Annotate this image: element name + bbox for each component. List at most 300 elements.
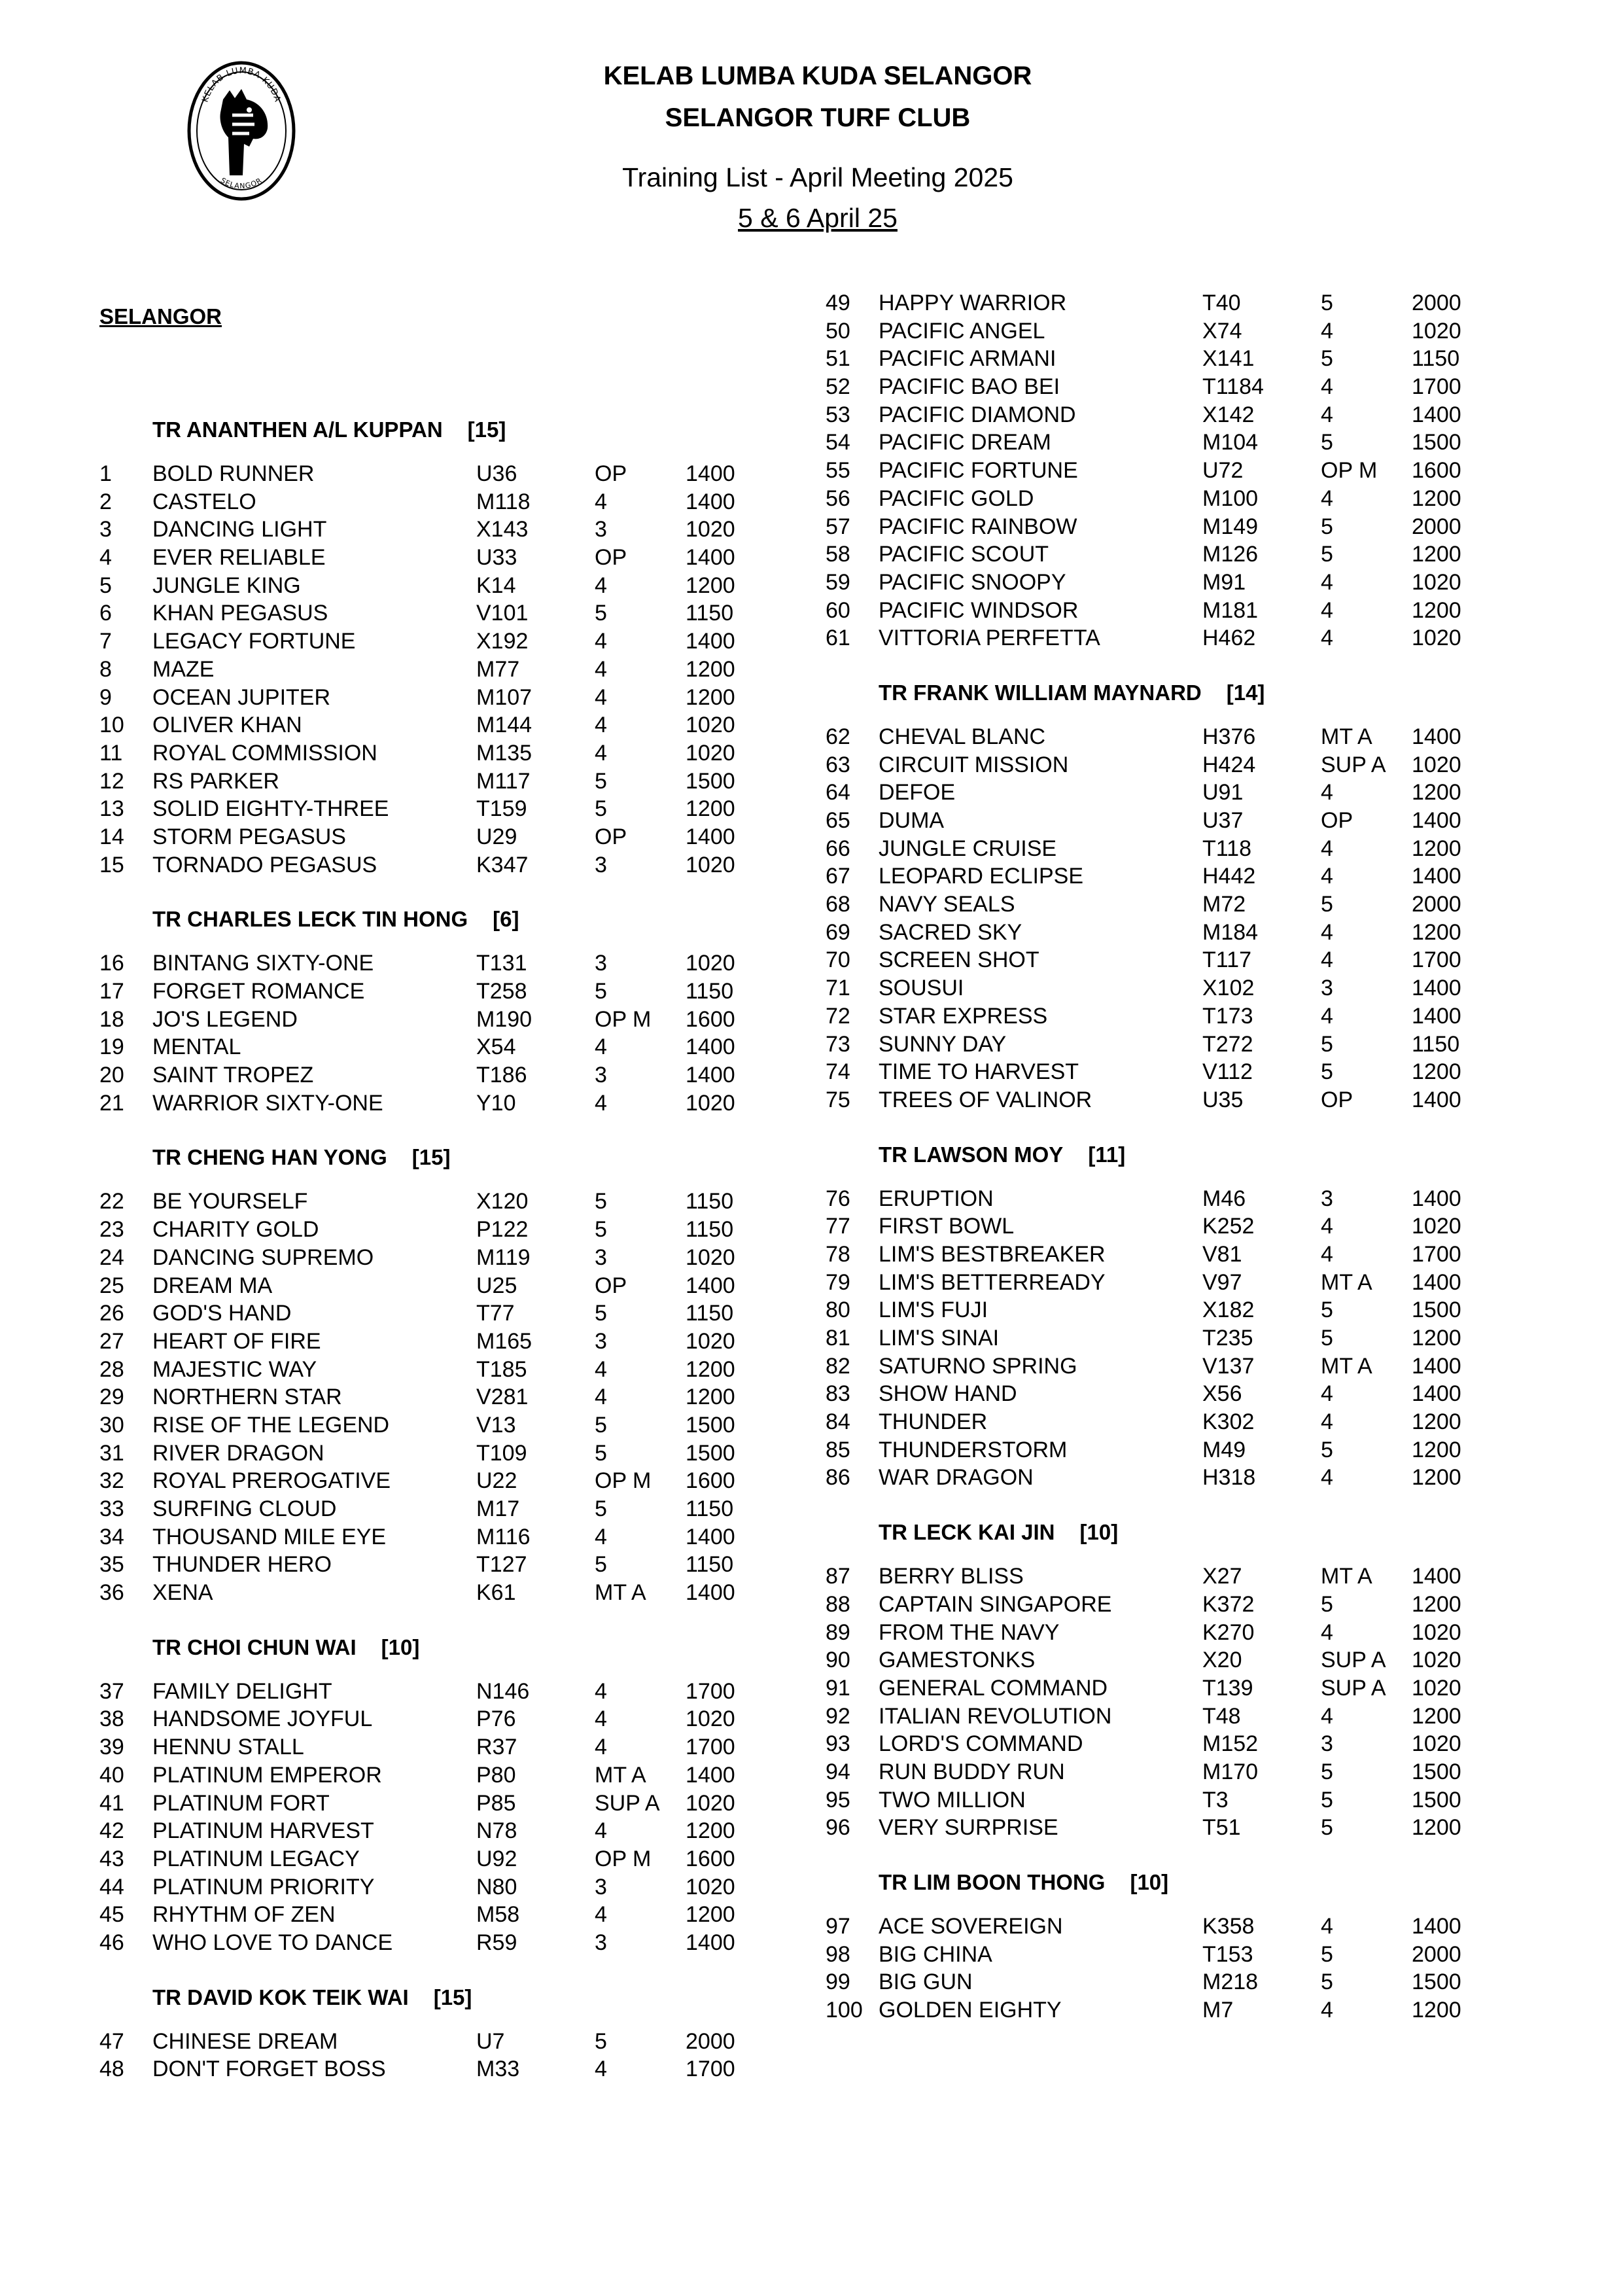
horse-number: 46: [99, 1930, 124, 1955]
horse-number: 35: [99, 1552, 124, 1578]
section-gap: [99, 879, 758, 905]
horse-distance: 1400: [686, 461, 735, 486]
horse-code: M170: [1202, 1759, 1259, 1784]
horse-number: 84: [826, 1409, 850, 1435]
horse-name: BIG GUN: [879, 1969, 973, 1995]
horse-name: EVER RELIABLE: [152, 545, 326, 571]
horse-row: [826, 862, 1484, 891]
horse-class: 4: [595, 713, 607, 738]
horse-number: 43: [99, 1846, 124, 1871]
horse-code: N80: [476, 1874, 517, 1899]
horse-code: X20: [1202, 1648, 1242, 1673]
horse-class: SUP A: [595, 1790, 660, 1816]
horse-name: DON'T FORGET BOSS: [152, 2057, 386, 2082]
trainer-horse-count: [11]: [1088, 1142, 1126, 1167]
horse-distance: 1020: [1412, 1648, 1461, 1673]
horse-row: [826, 723, 1484, 751]
horse-distance: 1200: [686, 1385, 735, 1410]
horse-name: LEGACY FORTUNE: [152, 629, 356, 654]
horse-name: KHAN PEGASUS: [152, 601, 328, 626]
horse-row: [826, 1591, 1484, 1619]
section-gap: [99, 1957, 758, 1983]
horse-name: RUN BUDDY RUN: [879, 1759, 1065, 1784]
horse-class: 4: [595, 629, 607, 654]
horse-distance: 1020: [1412, 1619, 1461, 1645]
horse-row: [99, 656, 758, 684]
horse-name: BERRY BLISS: [879, 1564, 1024, 1589]
horse-number: 52: [826, 374, 850, 400]
trainer-heading: [826, 679, 1484, 707]
horse-row: [826, 1031, 1484, 1059]
horse-class: OP: [595, 1273, 627, 1298]
horse-distance: 1400: [1412, 808, 1461, 833]
horse-distance: 1200: [686, 656, 735, 682]
horse-name: PACIFIC FORTUNE: [879, 458, 1078, 484]
horse-code: K270: [1202, 1619, 1255, 1645]
horse-number: 48: [99, 2057, 124, 2082]
org-name-english: SELANGOR TURF CLUB: [665, 103, 971, 132]
horse-name: FROM THE NAVY: [879, 1619, 1060, 1645]
horse-distance: 1020: [686, 852, 735, 877]
horse-code: H318: [1202, 1465, 1256, 1491]
horse-distance: 1600: [686, 1006, 735, 1032]
horse-code: N78: [476, 1818, 517, 1844]
horse-class: 4: [1321, 1003, 1333, 1029]
horse-code: U37: [1202, 808, 1244, 833]
horse-class: 3: [595, 1328, 607, 1354]
horse-row: [826, 1996, 1484, 2024]
horse-class: OP: [1321, 1087, 1353, 1112]
horse-row: [99, 1216, 758, 1244]
horse-distance: 1200: [1412, 780, 1461, 805]
horse-distance: 1020: [686, 713, 735, 738]
horse-number: 85: [826, 1437, 850, 1462]
horse-row: [99, 516, 758, 544]
horse-distance: 1400: [686, 489, 735, 514]
horse-class: OP M: [595, 1846, 652, 1871]
trainer-horse-count: [15]: [411, 1145, 451, 1170]
horse-code: M46: [1202, 1186, 1246, 1211]
horse-class: 3: [595, 852, 607, 877]
horse-code: T159: [476, 796, 527, 822]
horse-row: [99, 1383, 758, 1411]
horse-code: K358: [1202, 1914, 1255, 1939]
horse-number: 14: [99, 824, 124, 849]
section-gap: [826, 707, 1484, 723]
horse-row: [826, 624, 1484, 652]
section-gap: [826, 1114, 1484, 1140]
horse-row: [99, 1439, 758, 1468]
trainer-name: TR CHENG HAN YONG: [152, 1145, 387, 1170]
horse-code: M116: [476, 1524, 531, 1549]
horse-name: OLIVER KHAN: [152, 713, 302, 738]
horse-name: LEOPARD ECLIPSE: [879, 864, 1084, 889]
horse-distance: 1400: [686, 1034, 735, 1060]
horse-distance: 1400: [686, 1580, 735, 1606]
horse-number: 79: [826, 1269, 850, 1295]
horse-code: M135: [476, 740, 532, 766]
horse-row: [826, 1968, 1484, 1996]
horse-distance: 1200: [1412, 1326, 1461, 1351]
horse-number: 75: [826, 1087, 850, 1112]
horse-name: JUNGLE CRUISE: [879, 836, 1057, 861]
horse-class: 4: [1321, 1619, 1333, 1645]
trainer-horse-count: [15]: [433, 1985, 472, 2009]
horse-class: 4: [595, 684, 607, 710]
horse-distance: 1400: [1412, 1381, 1461, 1407]
horse-code: U33: [476, 545, 517, 571]
horse-number: 64: [826, 780, 850, 805]
horse-row: [99, 684, 758, 712]
horse-distance: 1020: [1412, 1675, 1461, 1701]
horse-code: X102: [1202, 976, 1255, 1001]
horse-name: TORNADO PEGASUS: [152, 852, 377, 877]
horse-class: 4: [595, 2057, 607, 2082]
horse-code: T1184: [1202, 374, 1264, 400]
horse-name: SHOW HAND: [879, 1381, 1017, 1407]
horse-name: ROYAL COMMISSION: [152, 740, 377, 766]
horse-number: 2: [99, 489, 112, 514]
horse-number: 99: [826, 1969, 850, 1995]
horse-class: 4: [1321, 947, 1333, 973]
horse-row: [99, 2028, 758, 2056]
horse-number: 70: [826, 947, 850, 973]
horse-row: [99, 1244, 758, 1272]
horse-number: 96: [826, 1815, 850, 1841]
horse-name: RISE OF THE LEGEND: [152, 1412, 390, 1438]
horse-number: 60: [826, 597, 850, 623]
horse-class: 5: [1321, 1298, 1333, 1323]
horse-row: [826, 835, 1484, 863]
horse-name: PLATINUM FORT: [152, 1790, 330, 1816]
horse-class: 5: [1321, 514, 1333, 539]
trainer-heading: [99, 1983, 758, 2011]
horse-distance: 1200: [1412, 1059, 1461, 1085]
horse-distance: 1600: [1412, 458, 1461, 484]
horse-code: X54: [476, 1034, 516, 1060]
horse-number: 45: [99, 1902, 124, 1928]
horse-name: LIM'S BETTERREADY: [879, 1269, 1106, 1295]
horse-name: STAR EXPRESS: [879, 1003, 1048, 1029]
horse-row: [99, 1033, 758, 1061]
trainer-heading: [99, 1633, 758, 1661]
horse-number: 21: [99, 1090, 124, 1116]
trainer-horse-count: [10]: [1130, 1870, 1169, 1894]
horse-row: [826, 1086, 1484, 1114]
horse-distance: 1400: [1412, 864, 1461, 889]
horse-distance: 2000: [1412, 514, 1461, 539]
section-gap: [99, 933, 758, 949]
horse-code: M72: [1202, 892, 1246, 917]
horse-code: U92: [476, 1846, 517, 1871]
horse-class: 5: [595, 601, 607, 626]
horse-name: PACIFIC ARMANI: [879, 346, 1056, 372]
horse-distance: 1200: [1412, 1591, 1461, 1617]
horse-row: [99, 1272, 758, 1300]
horse-code: T139: [1202, 1675, 1253, 1701]
horse-code: V281: [476, 1385, 529, 1410]
horse-distance: 1020: [686, 1090, 735, 1116]
horse-code: T40: [1202, 291, 1241, 315]
horse-class: 5: [1321, 1969, 1333, 1995]
horse-class: 4: [595, 1385, 607, 1410]
horse-number: 29: [99, 1385, 124, 1410]
horse-code: M118: [476, 489, 531, 514]
horse-name: SURFING CLOUD: [152, 1496, 337, 1521]
horse-name: HAPPY WARRIOR: [879, 291, 1067, 315]
horse-number: 76: [826, 1186, 850, 1211]
horse-distance: 1400: [686, 545, 735, 571]
horse-class: MT A: [595, 1762, 646, 1788]
horse-code: M119: [476, 1245, 531, 1270]
svg-text:SELANGOR: [219, 176, 264, 190]
horse-number: 39: [99, 1735, 124, 1760]
horse-row: [99, 1929, 758, 1957]
horse-class: 4: [1321, 569, 1333, 595]
horse-code: M144: [476, 713, 532, 738]
horse-code: R59: [476, 1930, 517, 1955]
horse-row: [826, 1646, 1484, 1674]
horse-code: K347: [476, 852, 529, 877]
horse-code: T235: [1202, 1326, 1253, 1351]
horse-class: 5: [1321, 346, 1333, 372]
horse-class: 5: [595, 1496, 607, 1521]
horse-class: 4: [595, 1902, 607, 1928]
org-name-malay: KELAB LUMBA KUDA SELANGOR: [603, 62, 1032, 90]
horse-row: [826, 1913, 1484, 1941]
horse-distance: 1200: [1412, 597, 1461, 623]
horse-code: P76: [476, 1706, 516, 1732]
horse-class: 4: [1321, 1703, 1333, 1729]
horse-number: 100: [826, 1998, 863, 2023]
horse-code: M104: [1202, 430, 1259, 455]
horse-code: U29: [476, 824, 517, 849]
horse-number: 78: [826, 1241, 850, 1267]
horse-class: 4: [595, 656, 607, 682]
horse-number: 72: [826, 1003, 850, 1029]
horse-row: [99, 1761, 758, 1790]
horse-distance: 1200: [686, 1902, 735, 1928]
horse-row: [826, 513, 1484, 541]
horse-distance: 1150: [686, 1496, 734, 1521]
horse-row: [99, 1579, 758, 1607]
horse-name: LIM'S SINAI: [879, 1326, 1000, 1351]
horse-number: 83: [826, 1381, 850, 1407]
horse-distance: 1020: [686, 1874, 735, 1899]
horse-number: 27: [99, 1328, 124, 1354]
horse-code: P80: [476, 1762, 516, 1788]
section-gap: [99, 444, 758, 460]
horse-code: T48: [1202, 1703, 1241, 1729]
horse-row: [99, 1061, 758, 1089]
horse-row: [99, 599, 758, 627]
horse-distance: 1700: [1412, 1241, 1461, 1267]
horse-name: DANCING SUPREMO: [152, 1245, 374, 1270]
horse-name: DREAM MA: [152, 1273, 273, 1298]
horse-code: R37: [476, 1735, 517, 1760]
horse-distance: 1400: [686, 824, 735, 849]
horse-number: 8: [99, 656, 112, 682]
horse-distance: 1200: [686, 796, 735, 822]
horse-class: MT A: [1321, 1353, 1372, 1379]
horse-distance: 1200: [1412, 1437, 1461, 1462]
horse-row: [826, 1269, 1484, 1297]
horse-code: M165: [476, 1328, 532, 1354]
horse-class: 4: [595, 740, 607, 766]
horse-number: 97: [826, 1914, 850, 1939]
horse-row: [99, 1299, 758, 1328]
horse-number: 36: [99, 1580, 124, 1606]
horse-row: [826, 974, 1484, 1002]
horse-distance: 1700: [1412, 374, 1461, 400]
horse-distance: 1020: [686, 1328, 735, 1354]
horse-class: 4: [1321, 780, 1333, 805]
horse-row: [99, 1523, 758, 1551]
section-gap: [99, 1117, 758, 1143]
horse-row: [99, 1006, 758, 1034]
section-gap: [99, 2011, 758, 2028]
horse-row: [99, 627, 758, 656]
section-gap: [826, 1492, 1484, 1518]
horse-number: 37: [99, 1678, 124, 1704]
horse-number: 54: [826, 430, 850, 455]
trainer-heading: [99, 905, 758, 933]
horse-code: M107: [476, 684, 532, 710]
horse-code: X142: [1202, 402, 1255, 427]
horse-name: DUMA: [879, 808, 945, 833]
trainer-name: TR LAWSON MOY: [879, 1142, 1064, 1167]
horse-row: [826, 457, 1484, 485]
horse-number: 55: [826, 458, 850, 484]
horse-class: 4: [1321, 864, 1333, 889]
horse-class: 3: [595, 951, 607, 976]
horse-distance: 1700: [686, 2057, 735, 2082]
horse-number: 92: [826, 1703, 850, 1729]
horse-number: 77: [826, 1214, 850, 1239]
horse-distance: 1150: [1412, 346, 1460, 372]
logo-text-top: KELAB LUMBA KUDA: [200, 65, 283, 104]
horse-class: 4: [1321, 402, 1333, 427]
horse-distance: 1020: [686, 951, 735, 976]
horse-row: [826, 597, 1484, 625]
horse-code: M181: [1202, 597, 1259, 623]
horse-distance: 1400: [1412, 724, 1461, 749]
horse-name: VERY SURPRISE: [879, 1815, 1058, 1841]
horse-number: 74: [826, 1059, 850, 1085]
horse-number: 81: [826, 1326, 850, 1351]
horse-code: M218: [1202, 1969, 1259, 1995]
horse-row: [99, 1678, 758, 1706]
horse-number: 57: [826, 514, 850, 539]
horse-class: 5: [595, 1412, 607, 1438]
horse-name: BINTANG SIXTY-ONE: [152, 951, 374, 976]
horse-number: 19: [99, 1034, 124, 1060]
horse-row: [826, 373, 1484, 401]
trainer-heading: [826, 1868, 1484, 1896]
horse-distance: 1150: [1412, 1031, 1460, 1057]
horse-name: VITTORIA PERFETTA: [879, 626, 1100, 651]
trainer-name: TR ANANTHEN A/L KUPPAN: [152, 417, 443, 442]
horse-code: T258: [476, 979, 527, 1004]
horse-distance: 1150: [686, 601, 734, 626]
horse-distance: 1200: [1412, 1465, 1461, 1491]
horse-name: DEFOE: [879, 780, 956, 805]
horse-number: 47: [99, 2028, 124, 2054]
horse-class: 3: [595, 517, 607, 542]
horse-code: V101: [476, 601, 529, 626]
club-logo: [186, 60, 296, 202]
horse-distance: 2000: [1412, 291, 1461, 315]
horse-distance: 1200: [1412, 836, 1461, 861]
horse-name: MENTAL: [152, 1034, 241, 1060]
horse-code: T117: [1202, 947, 1251, 973]
horse-code: M58: [476, 1902, 520, 1928]
horse-class: 3: [1321, 1186, 1333, 1211]
horse-distance: 1400: [686, 1762, 735, 1788]
horse-number: 31: [99, 1440, 124, 1466]
horse-row: [99, 1495, 758, 1523]
horse-code: T272: [1202, 1031, 1253, 1057]
horse-distance: 1500: [1412, 1759, 1461, 1784]
section-gap: [826, 1896, 1484, 1913]
horse-name: PACIFIC SNOOPY: [879, 569, 1066, 595]
horse-name: ROYAL PREROGATIVE: [152, 1468, 391, 1494]
horse-number: 94: [826, 1759, 850, 1784]
horse-number: 17: [99, 979, 124, 1004]
horse-class: 4: [1321, 1409, 1333, 1435]
horse-number: 93: [826, 1731, 850, 1757]
horse-class: 3: [595, 1245, 607, 1270]
section-gap: [99, 1171, 758, 1188]
horse-distance: 1200: [686, 1818, 735, 1844]
horse-class: 4: [595, 1034, 607, 1060]
horse-name: CIRCUIT MISSION: [879, 752, 1069, 777]
horse-row: [99, 488, 758, 516]
horse-distance: 1200: [1412, 1703, 1461, 1729]
horse-row: [99, 1901, 758, 1929]
horse-class: 5: [1321, 892, 1333, 917]
trainer-heading: [826, 1140, 1484, 1169]
horse-distance: 1020: [686, 740, 735, 766]
horse-number: 98: [826, 1941, 850, 1967]
horse-distance: 1500: [1412, 1969, 1461, 1995]
horse-class: 4: [1321, 836, 1333, 861]
horse-distance: 1400: [1412, 1003, 1461, 1029]
horse-class: OP M: [595, 1468, 652, 1494]
horse-name: JUNGLE KING: [152, 573, 301, 598]
horse-number: 41: [99, 1790, 124, 1816]
horse-code: T173: [1202, 1003, 1253, 1029]
horse-row: [99, 1356, 758, 1384]
horse-code: M7: [1202, 1998, 1234, 2023]
horse-code: M17: [476, 1496, 520, 1521]
horse-number: 87: [826, 1564, 850, 1589]
horse-name: CHEVAL BLANC: [879, 724, 1046, 749]
horse-name: SAINT TROPEZ: [152, 1063, 314, 1088]
horse-name: JO'S LEGEND: [152, 1006, 298, 1032]
horse-class: 4: [1321, 626, 1333, 651]
horse-row: [826, 345, 1484, 373]
horse-code: V137: [1202, 1353, 1255, 1379]
horse-name: LIM'S BESTBREAKER: [879, 1241, 1106, 1267]
horse-code: H424: [1202, 752, 1256, 777]
horse-row: [826, 1380, 1484, 1408]
horse-code: X27: [1202, 1564, 1242, 1589]
horse-name: SUNNY DAY: [879, 1031, 1007, 1057]
horse-row: [826, 1408, 1484, 1436]
horse-class: 4: [1321, 374, 1333, 400]
horse-class: 5: [1321, 1815, 1333, 1841]
